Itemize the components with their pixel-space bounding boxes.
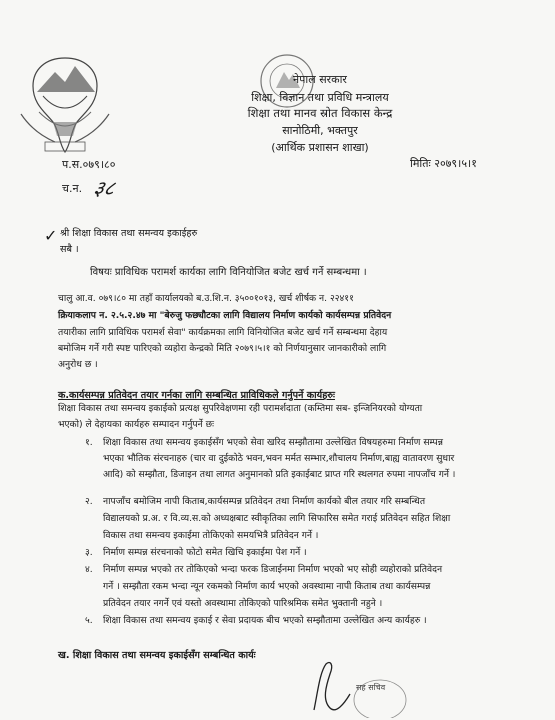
check-mark-icon: ✓	[44, 226, 58, 245]
item-4-line-1: निर्माण सम्पन्न भएको तर तोकिएको भन्दा फरक डिजाईनमा निर्माण भएको भए सोही व्यहोराको प्रतिवेदन	[103, 564, 443, 575]
intro-line-1: चालु आ.व. ०७९।८० मा तहाँ कार्यालयको ब.उ.शि.न. ३५००१०१३, खर्च शीर्षक न. २२४११	[58, 293, 354, 304]
patra-sankhya: प.स.०७९।८०	[62, 158, 116, 171]
item-4-line-3: प्रतिवेदन तयार नगर्ने एवं यस्तो अवस्थामा तोकिएको पारिश्रमिक समेत भुक्तानी नहुने ।	[103, 598, 383, 609]
section-b-heading: ख. शिक्षा विकास तथा समन्वय इकाईसँग सम्बन्धित कार्यः	[58, 650, 256, 661]
nepal-emblem-icon	[15, 52, 115, 157]
stamp-icon	[352, 672, 408, 718]
item-4-number: ४.	[85, 564, 93, 575]
item-1-line-2: भएका भौतिक संरचनाहरु (चार वा दुईकोठे भवन,भवन मर्मत सम्भार,शौचालय निर्माण,बाह्य वातावरण सुधार	[103, 453, 455, 464]
recipient-line-2: सबै ।	[60, 244, 79, 255]
item-5-line-1: शिक्षा विकास तथा समन्वय इकाई र सेवा प्रदायक बीच भएको सम्झौतामा उल्लेखित अन्य कार्यहरु ।	[103, 615, 427, 626]
intro-line-5: अनुरोध छ ।	[58, 359, 98, 370]
item-2-line-2: विद्यालयको प्र.अ. र वि.व्य.स.को अध्यक्षबाट स्वीकृतिका लागि सिफारिस समेत गराई प्रतिवेदन सहित शिक्षा	[103, 513, 451, 524]
subject-line: विषयः प्राविधिक परामर्श कार्यका लागि विनियोजित बजेट खर्च गर्ने सम्बन्धमा ।	[90, 267, 367, 278]
item-2-number: २.	[85, 496, 93, 507]
chalani-number: ३८	[91, 176, 118, 200]
intro-line-3: तयारीका लागि प्राविधिक परामर्श सेवा" कार्यक्रमका लागि विनियोजित बजेट खर्च गर्ने सम्बन्धमा देहाय	[58, 327, 388, 338]
item-2-line-3: विकास तथा समन्वय इकाईमा तोकिएको समयभित्रै प्रतिवेदन गर्ने ।	[103, 530, 319, 541]
item-1-number: १.	[85, 437, 93, 448]
item-1-line-1: शिक्षा विकास तथा समन्वय इकाईसँग भएको सेवा खरिद सम्झौतामा उल्लेखित विषयहरुमा निर्माण सम्पन्न	[103, 437, 443, 448]
item-3-number: ३.	[85, 547, 93, 558]
letter-date: मितिः २०७९।५।१	[410, 157, 477, 170]
ministry-name: शिक्षा, विज्ञान तथा प्रविधि मन्त्रालय	[251, 91, 389, 104]
stamp-text: सह सचिव	[356, 683, 386, 692]
section-a-lead-2: भएको) ले देहायका कार्यहरु सम्पादन गर्नुपर्ने छः	[58, 419, 214, 430]
intro-line-2: क्रियाकलाप न. २.५.२.४७ मा "बेरुजु फछ्यौटका लागि विद्यालय निर्माण कार्यको कार्यसम्पन्न प्रतिवेदन	[58, 310, 392, 321]
intro-line-4: बमोजिम गर्ने गरी स्पष्ट पारिएको व्यहोरा केन्द्रको मिति २०७९।५।१ को निर्णयानुसार जानकारीको लागि	[58, 343, 387, 354]
item-1-line-3: आदि) को सम्झौता, डिजाइन तथा लागत अनुमानको प्रति इकाईबाट प्राप्त गरि स्थलगत रुपमा नापजाँच गर्ने ।	[103, 469, 456, 480]
item-2-line-1: नापजाँच बमोजिम नापी किताब,कार्यसम्पन्न प्रतिवेदन तथा निर्माण कार्यको बील तयार गरि सम्बन्धित	[103, 496, 426, 507]
address: सानोठिमी, भक्तपुर	[282, 124, 358, 137]
recipient-line-1: श्री शिक्षा विकास तथा समन्वय इकाईहरु	[60, 228, 198, 239]
chalani-label: च.न.	[62, 182, 83, 195]
item-5-number: ५.	[85, 615, 93, 626]
branch-name: (आर्थिक प्रशासन शाखा)	[271, 141, 369, 154]
org-top: नेपाल सरकार	[293, 73, 347, 86]
section-a-lead-1: शिक्षा विकास तथा समन्वय इकाईको प्रत्यक्ष सुपरिवेक्षणमा रही परामर्शदाता (कम्तिमा सब- इन्जिनियरको योग्यता	[58, 403, 423, 414]
item-4-line-2: गर्ने । सम्झौता रकम भन्दा न्यून रकमको निर्माण कार्य भएको अवस्थामा नापी किताब तथा कार्यसम्पन्न	[103, 581, 431, 592]
center-name: शिक्षा तथा मानव स्रोत विकास केन्द्र	[247, 106, 393, 120]
item-3-line-1: निर्माण सम्पन्न संरचनाको फोटो समेत खिचि इकाईमा पेश गर्ने ।	[103, 547, 307, 558]
section-a-heading: क.कार्यसम्पन्न प्रतिवेदन तयार गर्नका लागि सम्बन्धित प्राविधिकले गर्नुपर्ने कार्यहरुः	[58, 390, 335, 401]
